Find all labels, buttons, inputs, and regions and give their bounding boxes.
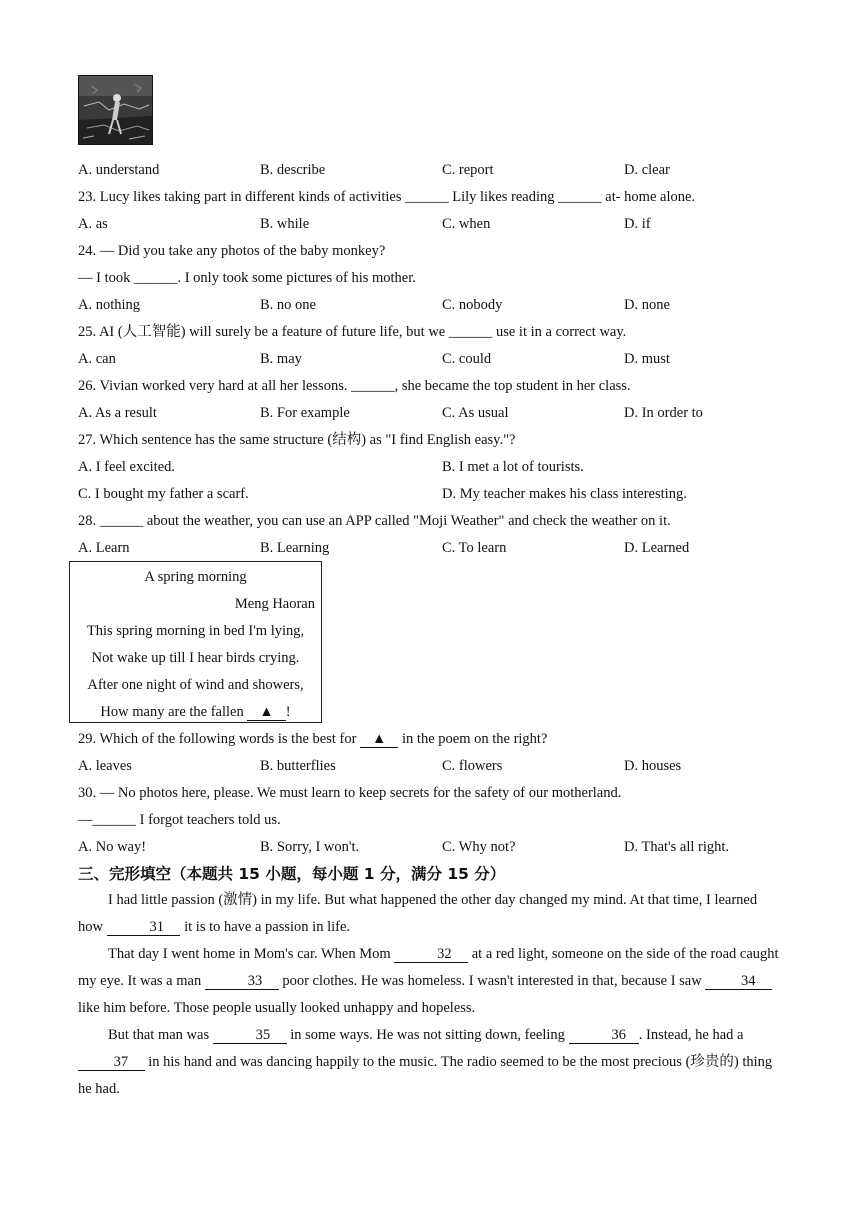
blank-32-label: 32 <box>437 946 452 962</box>
q23-option-a[interactable]: A. as <box>78 216 108 232</box>
blank-37[interactable] <box>78 1054 145 1071</box>
q29-option-d[interactable]: D. houses <box>624 758 682 774</box>
q26-options <box>78 403 778 423</box>
q23-option-b[interactable]: B. while <box>260 216 310 232</box>
q29-blank: ▲ <box>360 731 398 748</box>
p3-text-d: in his hand and was dancing happily to the music. The radio seemed to be the most precious (珍贵的) thing he had. <box>78 1054 773 1097</box>
q28-options <box>78 538 778 558</box>
sketch-image-icon <box>79 76 152 144</box>
q27-option-a[interactable]: A. I feel excited. <box>78 459 176 475</box>
p2-text-a: That day I went home in Mom's car. When Mom <box>108 946 391 962</box>
blank-36-label: 36 <box>611 1027 626 1043</box>
poem-line-3: After one night of wind and showers, <box>87 677 304 693</box>
p1-text-b: it is to have a passion in life. <box>184 919 351 935</box>
poem-line-4-text: How many are the fallen <box>100 704 244 720</box>
poem-line-1: This spring morning in bed I'm lying, <box>86 623 305 639</box>
q29-stem-text: 29. Which of the following words is the best for <box>78 731 357 747</box>
poem-author: Meng Haoran <box>234 596 315 612</box>
blank-36[interactable] <box>569 1027 639 1044</box>
q25-options <box>78 349 778 369</box>
q25-option-c[interactable]: C. could <box>442 351 492 367</box>
passage-paragraph-3 <box>78 1022 784 1103</box>
p3-text-c: . Instead, he had a <box>638 1027 744 1043</box>
q26-option-b[interactable]: B. For example <box>260 405 350 421</box>
q22-option-a[interactable]: A. understand <box>78 162 160 178</box>
q25-option-d[interactable]: D. must <box>624 351 670 367</box>
q26-option-c[interactable]: C. As usual <box>442 405 509 421</box>
blank-33-label: 33 <box>247 973 263 989</box>
section-3-heading: 三、完形填空（本题共 15 小题，每小题 1 分，满分 15 分） <box>78 865 506 883</box>
q30-option-b[interactable]: B. Sorry, I won't. <box>260 839 360 855</box>
q30-option-c[interactable]: C. Why not? <box>442 839 516 855</box>
passage-paragraph-1 <box>78 887 784 941</box>
q29-stem <box>78 729 547 749</box>
q24-stem-1: 24. — Did you take any photos of the baby monkey? <box>78 243 386 259</box>
q27-option-c[interactable]: C. I bought my father a scarf. <box>78 486 249 502</box>
blank-34[interactable] <box>705 973 772 990</box>
q22-option-b[interactable]: B. describe <box>260 162 326 178</box>
poem-line-2: Not wake up till I hear birds crying. <box>91 650 300 666</box>
poem-title: A spring morning <box>144 569 247 585</box>
q28-option-a[interactable]: A. Learn <box>78 540 130 556</box>
q30-stem-2: —______ I forgot teachers told us. <box>78 812 281 828</box>
blank-35[interactable] <box>213 1027 287 1044</box>
q28-option-c[interactable]: C. To learn <box>442 540 507 556</box>
blank-31[interactable] <box>107 919 181 936</box>
q26-option-d[interactable]: D. In order to <box>624 405 703 421</box>
q29-option-b[interactable]: B. butterflies <box>260 758 336 774</box>
q26-option-a[interactable]: A. As a result <box>78 405 157 421</box>
q29-options <box>78 756 778 776</box>
p1-text-a: I had little passion (激情) in my life. But what happened the other day changed my mind. At that time, I learned how <box>78 892 758 935</box>
blank-37-label: 37 <box>113 1054 129 1070</box>
q27-option-d[interactable]: D. My teacher makes his class interesting. <box>442 486 687 502</box>
blank-32[interactable] <box>394 946 468 963</box>
p2-text-b: at a red light, someone on the side of the road caught my eye. It was a man <box>78 946 779 989</box>
q23-option-d[interactable]: D. if <box>624 216 651 232</box>
q25-stem: 25. AI (人工智能) will surely be a feature of future life, but we ______ use it in a correct way. <box>78 324 627 340</box>
q25-option-a[interactable]: A. can <box>78 351 116 367</box>
q25-option-b[interactable]: B. may <box>260 351 302 367</box>
q30-stem-1: 30. — No photos here, please. We must learn to keep secrets for the safety of our motherland. <box>78 785 622 801</box>
poem-line-4 <box>70 702 321 722</box>
poem-line-4-end: ! <box>285 704 291 720</box>
p2-text-c: poor clothes. He was homeless. I wasn't interested in that, because I saw <box>282 973 702 989</box>
q24-option-d[interactable]: D. none <box>624 297 670 313</box>
q27-option-b[interactable]: B. I met a lot of tourists. <box>442 459 584 475</box>
q24-stem-2: — I took ______. I only took some pictures of his mother. <box>78 270 416 286</box>
q28-option-b[interactable]: B. Learning <box>260 540 330 556</box>
q28-option-d[interactable]: D. Learned <box>624 540 690 556</box>
blank-34-label: 34 <box>740 973 756 989</box>
blank-33[interactable] <box>205 973 279 990</box>
q28-stem: 28. ______ about the weather, you can use an APP called "Moji Weather" and check the weather on it. <box>78 513 671 529</box>
q24-option-c[interactable]: C. nobody <box>442 297 503 313</box>
q29-stem-end: in the poem on the right? <box>402 731 548 747</box>
p3-text-a: But that man was <box>108 1027 210 1043</box>
poem-blank[interactable]: ▲ <box>247 704 285 721</box>
q29-option-c[interactable]: C. flowers <box>442 758 503 774</box>
question-picture <box>78 75 153 145</box>
q24-option-a[interactable]: A. nothing <box>78 297 141 313</box>
q23-option-c[interactable]: C. when <box>442 216 491 232</box>
q30-option-d[interactable]: D. That's all right. <box>624 839 730 855</box>
q23-stem: 23. Lucy likes taking part in different kinds of activities ______ Lily likes reading ______ at- home alone. <box>78 189 696 205</box>
q30-option-a[interactable]: A. No way! <box>78 839 147 855</box>
p2-text-d: like him before. Those people usually looked unhappy and hopeless. <box>78 1000 476 1016</box>
p3-text-b: in some ways. He was not sitting down, feeling <box>290 1027 565 1043</box>
blank-31-label: 31 <box>149 919 164 935</box>
q24-options <box>78 295 778 315</box>
q26-stem: 26. Vivian worked very hard at all her lessons. ______, she became the top student in her class. <box>78 378 631 394</box>
q22-option-c[interactable]: C. report <box>442 162 494 178</box>
q30-options <box>78 837 778 857</box>
q27-options-row1 <box>78 457 778 477</box>
q23-options <box>78 214 778 234</box>
q29-option-a[interactable]: A. leaves <box>78 758 132 774</box>
q27-stem: 27. Which sentence has the same structure (结构) as "I find English easy."? <box>78 432 516 448</box>
q22-option-d[interactable]: D. clear <box>624 162 670 178</box>
poem-box <box>69 561 322 723</box>
passage-paragraph-2 <box>78 941 784 1022</box>
q27-options-row2 <box>78 484 778 504</box>
q24-option-b[interactable]: B. no one <box>260 297 316 313</box>
blank-35-label: 35 <box>255 1027 271 1043</box>
q22-options <box>78 160 778 180</box>
